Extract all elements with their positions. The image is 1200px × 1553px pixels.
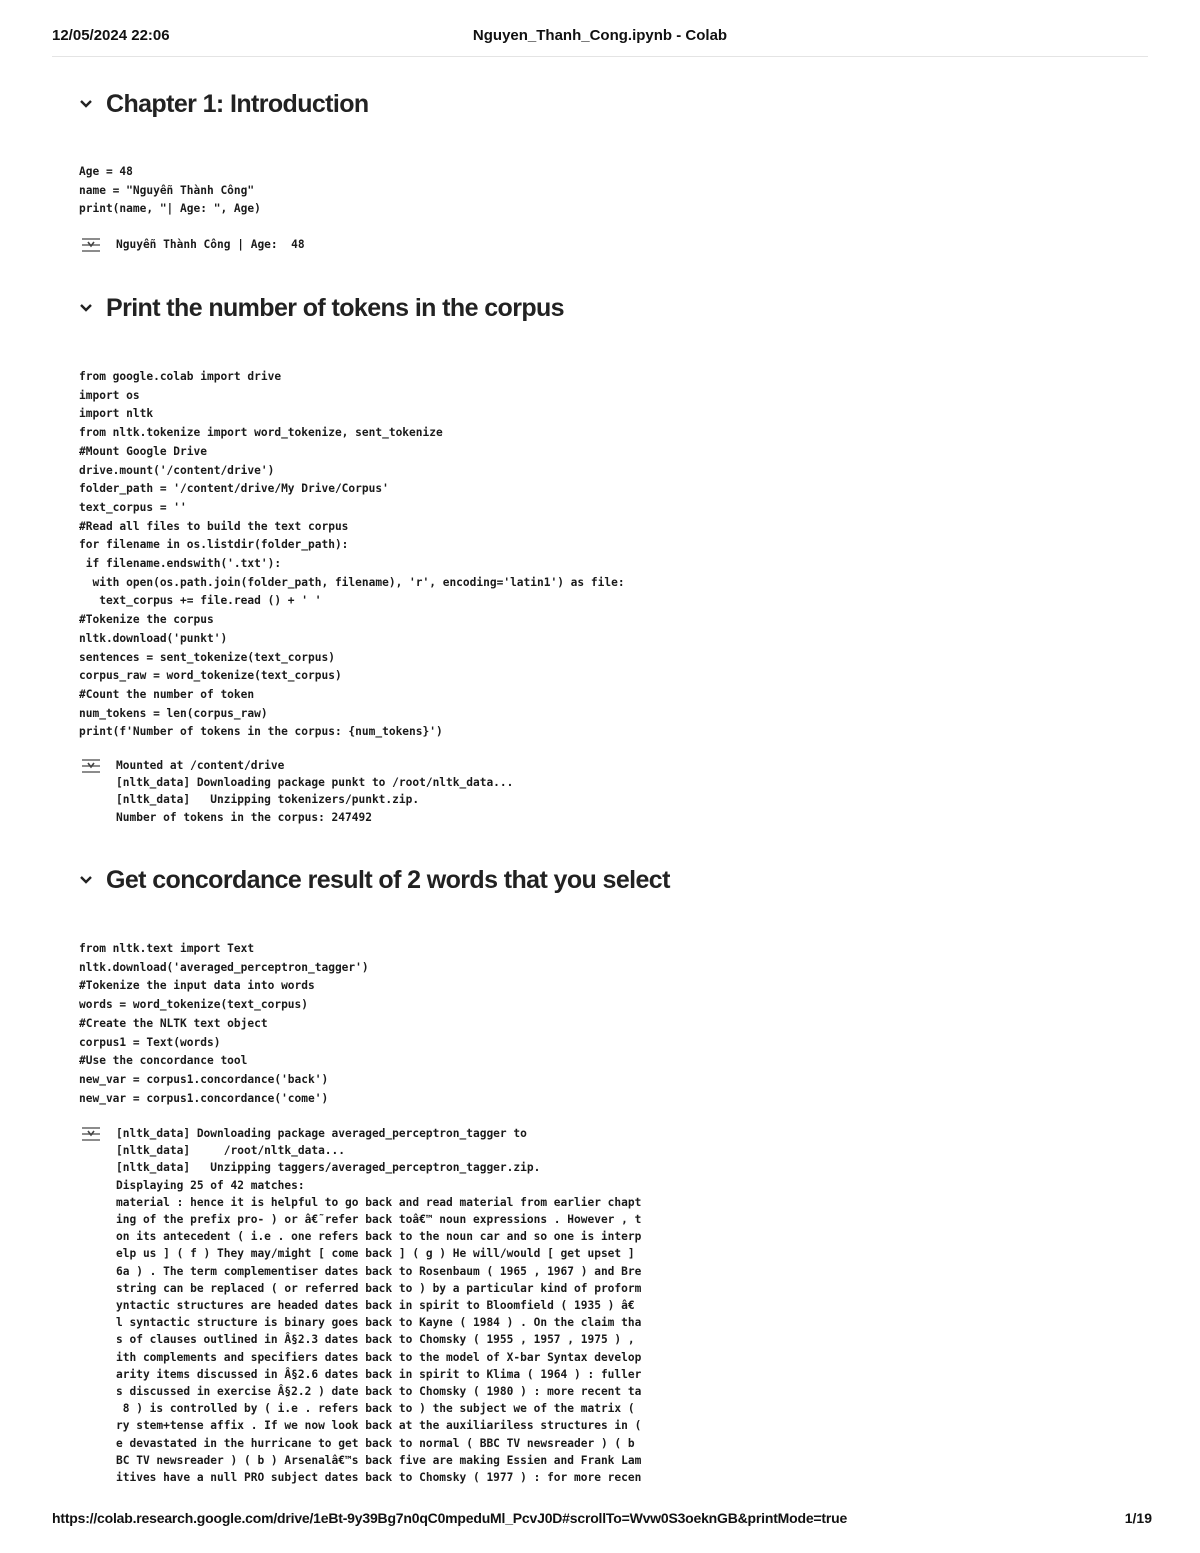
code-line: for filename in os.listdir(folder_path): — [79, 538, 349, 552]
concordance-line: ing of the prefix pro- ) or â€˜refer back toâ€™ noun expressions . However , t — [116, 1213, 642, 1227]
page-number: 1/19 — [1124, 1510, 1152, 1526]
output-line: [nltk_data] Unzipping taggers/averaged_perceptron_tagger.zip. — [116, 1161, 541, 1175]
output-line: Nguyễn Thành Công | Age: 48 — [116, 238, 305, 251]
chevron-down-icon[interactable] — [74, 868, 98, 892]
code-line: #Count the number of token — [79, 687, 255, 701]
code-line: with open(os.path.join(folder_path, filename), 'r', encoding='latin1') as file: — [79, 575, 625, 589]
section-heading-introduction[interactable] — [74, 87, 369, 121]
code-line: folder_path = '/content/drive/My Drive/Corpus' — [79, 482, 389, 496]
code-line: nltk.download('averaged_perceptron_tagger') — [79, 960, 369, 974]
code-line: drive.mount('/content/drive') — [79, 463, 275, 477]
code-cell[interactable] — [79, 163, 261, 219]
output-text — [116, 1125, 641, 1486]
code-line: words = word_tokenize(text_corpus) — [79, 998, 309, 1012]
code-line: corpus1 = Text(words) — [79, 1035, 221, 1049]
code-line: text_corpus += file.read () + ' ' — [79, 594, 322, 608]
code-line: corpus_raw = word_tokenize(text_corpus) — [79, 669, 342, 683]
concordance-line: yntactic structures are headed dates back in spirit to Bloomfield ( 1935 ) â€ — [116, 1299, 635, 1313]
print-header — [52, 27, 1148, 49]
output-text — [116, 236, 305, 253]
code-line: import os — [79, 388, 140, 402]
code-line: from google.colab import drive — [79, 370, 282, 383]
code-line: sentences = sent_tokenize(text_corpus) — [79, 650, 335, 664]
chevron-down-icon[interactable] — [74, 296, 98, 320]
code-line: #Tokenize the corpus — [79, 613, 214, 627]
concordance-line: s of clauses outlined in Â§2.3 dates back to Chomsky ( 1955 , 1957 , 1975 ) , — [116, 1333, 635, 1347]
concordance-line: string can be replaced ( or referred back to ) by a particular kind of proform — [116, 1281, 642, 1295]
section-title: Chapter 1: Introduction — [106, 89, 369, 118]
code-line: #Create the NLTK text object — [79, 1016, 268, 1030]
header-divider — [52, 56, 1148, 57]
code-line: num_tokens = len(corpus_raw) — [79, 706, 268, 720]
output-line: [nltk_data] /root/nltk_data... — [116, 1144, 346, 1158]
concordance-line: elp us ] ( f ) They may/might [ come back ] ( g ) He will/would [ get upset ] — [116, 1247, 635, 1261]
code-line: #Mount Google Drive — [79, 444, 207, 458]
concordance-line: 8 ) is controlled by ( i.e . refers back to ) the subject we of the matrix ( — [116, 1402, 635, 1416]
code-line: if filename.endswith('.txt'): — [79, 557, 282, 571]
code-line: #Use the concordance tool — [79, 1054, 248, 1068]
code-line: print(name, "| Age: ", Age) — [79, 202, 261, 216]
output-line: Displaying 25 of 42 matches: — [116, 1178, 305, 1192]
chevron-down-icon[interactable] — [74, 92, 98, 116]
section-title: Print the number of tokens in the corpus — [106, 293, 564, 322]
section-heading-concordance[interactable] — [74, 863, 670, 897]
concordance-line: on its antecedent ( i.e . one refers back to the noun car and so one is interp — [116, 1230, 642, 1244]
output-line: [nltk_data] Downloading package punkt to /root/nltk_data... — [116, 776, 514, 790]
concordance-line: ith complements and specifiers dates back to the model of X-bar Syntax develop — [116, 1350, 642, 1364]
output-toggle-icon[interactable] — [80, 757, 102, 775]
code-line: nltk.download('punkt') — [79, 631, 228, 645]
code-line: import nltk — [79, 407, 154, 421]
output-text — [116, 757, 513, 826]
concordance-line: 6a ) . The term complementiser dates back to Rosenbaum ( 1965 , 1967 ) and Bre — [116, 1264, 642, 1278]
output-line: [nltk_data] Unzipping tokenizers/punkt.zip. — [116, 793, 420, 807]
concordance-line: BC TV newsreader ) ( b ) Arsenalâ€™s back five are making Essien and Frank Lam — [116, 1453, 642, 1467]
code-line: name = "Nguyễn Thành Công" — [79, 183, 255, 197]
section-heading-token-count[interactable] — [74, 291, 564, 325]
document-title: Nguyen_Thanh_Cong.ipynb - Colab — [472, 27, 728, 44]
code-line: from nltk.text import Text — [79, 942, 255, 955]
code-line: #Read all files to build the text corpus — [79, 519, 349, 533]
code-line: print(f'Number of tokens in the corpus: {num_tokens}') — [79, 725, 443, 739]
concordance-line: arity items discussed in Â§2.6 dates back in spirit to Klima ( 1964 ) : fuller — [116, 1367, 642, 1381]
output-line: Mounted at /content/drive — [116, 759, 285, 772]
print-date: 12/05/2024 22:06 — [52, 27, 170, 44]
code-line: #Tokenize the input data into words — [79, 979, 315, 993]
code-line: Age = 48 — [79, 165, 133, 178]
code-line: text_corpus = '' — [79, 500, 187, 514]
concordance-line: s discussed in exercise Â§2.2 ) date back to Chomsky ( 1980 ) : more recent ta — [116, 1385, 642, 1399]
code-cell[interactable] — [79, 368, 625, 742]
code-line: from nltk.tokenize import word_tokenize, sent_tokenize — [79, 426, 443, 440]
code-cell[interactable] — [79, 940, 369, 1108]
concordance-line: material : hence it is helpful to go back and read material from earlier chapt — [116, 1195, 642, 1209]
print-footer — [52, 1510, 1152, 1530]
output-toggle-icon[interactable] — [80, 1125, 102, 1143]
concordance-line: e devastated in the hurricane to get back to normal ( BBC TV newsreader ) ( b — [116, 1436, 635, 1450]
output-line: [nltk_data] Downloading package averaged_perceptron_tagger to — [116, 1127, 527, 1140]
output-toggle-icon[interactable] — [80, 236, 102, 254]
concordance-line: l syntactic structure is binary goes back to Kayne ( 1984 ) . On the claim tha — [116, 1316, 642, 1330]
code-line: new_var = corpus1.concordance('back') — [79, 1072, 329, 1086]
concordance-line: ry stem+tense affix . If we now look back at the auxiliariless structures in ( — [116, 1419, 642, 1433]
concordance-line: itives have a null PRO subject dates back to Chomsky ( 1977 ) : for more recen — [116, 1471, 642, 1485]
section-title: Get concordance result of 2 words that you select — [106, 865, 670, 894]
code-line: new_var = corpus1.concordance('come') — [79, 1091, 329, 1105]
output-line: Number of tokens in the corpus: 247492 — [116, 810, 372, 824]
page-url[interactable]: https://colab.research.google.com/drive/1eBt-9y39Bg7n0qC0mpeduMl_PcvJ0D#scrollTo=Wvw0S3oeknGB&printMode=true — [52, 1510, 848, 1526]
